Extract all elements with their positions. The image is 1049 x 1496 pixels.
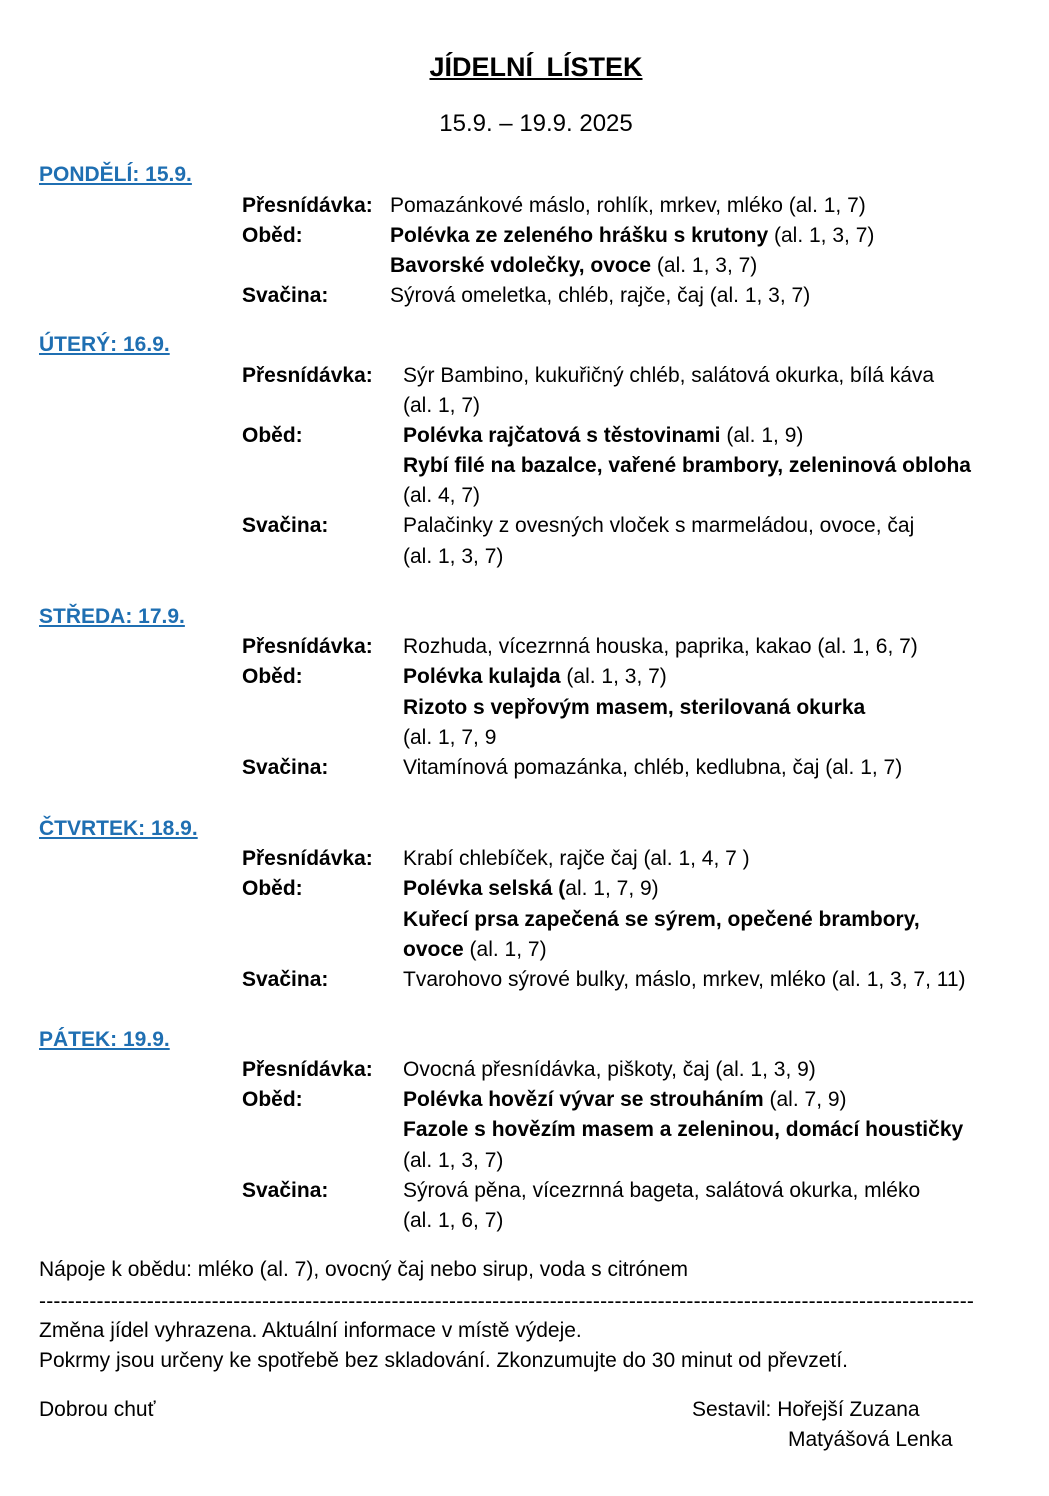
obed-soup [390, 223, 874, 249]
obed-soup [403, 876, 659, 902]
presnidavka-label: Přesnídávka: [242, 364, 373, 387]
soup-allergens: (al. 1, 3, 7) [560, 665, 667, 688]
day-heading-friday: PÁTEK: 19.9. [39, 1028, 170, 1051]
main-allergens: (al. 1, 7) [463, 938, 547, 961]
svacina-allergens: (al. 1, 3, 7) [403, 545, 504, 568]
soup-name: Polévka kulajda [403, 665, 561, 688]
main-name: Rizoto s vepřovým masem, sterilovaná okurka [403, 696, 866, 719]
presnidavka-text: Ovocná přesnídávka, piškoty, čaj (al. 1, 3, 9) [403, 1058, 816, 1081]
presnidavka-allergens: (al. 1, 7) [403, 394, 481, 417]
author-line-2: Matyášová Lenka [788, 1428, 953, 1451]
svacina-label: Svačina: [242, 1179, 329, 1202]
obed-label: Oběd: [242, 1088, 303, 1111]
day-heading-wednesday: STŘEDA: 17.9. [39, 605, 185, 628]
main-name: Bavorské vdolečky, ovoce [390, 254, 652, 277]
presnidavka-label: Přesnídávka: [242, 847, 373, 870]
day-heading-tuesday: ÚTERÝ: 16.9. [39, 333, 170, 356]
svacina-text: Sýrová pěna, vícezrnná bageta, salátová okurka, mléko [403, 1179, 921, 1202]
soup-name: Polévka ze zeleného hrášku s krutony [390, 224, 769, 247]
obed-main [390, 253, 757, 279]
separator-line: ---------------------------------------------------------------------------------------------------------------------------------- [39, 1290, 975, 1313]
presnidavka-text: Krabí chlebíček, rajče čaj (al. 1, 4, 7 ) [403, 847, 750, 870]
presnidavka-text: Rozhuda, vícezrnná houska, paprika, kakao (al. 1, 6, 7) [403, 635, 918, 658]
main-name-cont: ovoce [403, 938, 464, 961]
presnidavka-label: Přesnídávka: [242, 1058, 373, 1081]
soup-name: Polévka rajčatová s těstovinami [403, 424, 721, 447]
obed-label: Oběd: [242, 665, 303, 688]
svacina-text: Tvarohovo sýrové bulky, máslo, mrkev, mléko (al. 1, 3, 7, 11) [403, 968, 966, 991]
svacina-allergens: (al. 1, 6, 7) [403, 1209, 504, 1232]
main-allergens: (al. 1, 7, 9 [403, 726, 497, 749]
svacina-text: Vitamínová pomazánka, chléb, kedlubna, čaj (al. 1, 7) [403, 756, 903, 779]
main-name: Rybí filé na bazalce, vařené brambory, zeleninová obloha [403, 454, 971, 477]
soup-name: Polévka selská ( [403, 877, 566, 900]
page-title: JÍDELNÍ LÍSTEK [429, 52, 643, 82]
main-allergens: (al. 1, 3, 7) [403, 1149, 504, 1172]
soup-name: Polévka hovězí vývar se strouháním [403, 1088, 764, 1111]
obed-soup [403, 664, 667, 690]
obed-label: Oběd: [242, 877, 303, 900]
main-line-2 [403, 937, 547, 963]
soup-allergens: al. 1, 7, 9) [565, 877, 659, 900]
soup-allergens: (al. 7, 9) [763, 1088, 847, 1111]
main-name: Fazole s hovězím masem a zeleninou, domácí houstičky [403, 1118, 964, 1141]
presnidavka-text: Sýr Bambino, kukuřičný chléb, salátová okurka, bílá káva [403, 364, 935, 387]
change-note: Změna jídel vyhrazena. Aktuální informace v místě výdeje. [39, 1319, 582, 1342]
greeting: Dobrou chuť [39, 1398, 156, 1421]
svacina-label: Svačina: [242, 968, 329, 991]
presnidavka-text: Pomazánkové máslo, rohlík, mrkev, mléko (al. 1, 7) [390, 194, 866, 217]
obed-label: Oběd: [242, 224, 303, 247]
obed-soup [403, 1087, 847, 1113]
author-line-1: Sestavil: Hořejší Zuzana [692, 1398, 920, 1421]
svacina-label: Svačina: [242, 284, 329, 307]
obed-label: Oběd: [242, 424, 303, 447]
presnidavka-label: Přesnídávka: [242, 635, 373, 658]
date-range: 15.9. – 19.9. 2025 [439, 110, 633, 137]
obed-soup [403, 423, 803, 449]
svacina-label: Svačina: [242, 756, 329, 779]
svacina-text: Sýrová omeletka, chléb, rajče, čaj (al. 1, 3, 7) [390, 284, 811, 307]
soup-allergens: (al. 1, 9) [720, 424, 804, 447]
drinks-note: Nápoje k obědu: mléko (al. 7), ovocný čaj nebo sirup, voda s citrónem [39, 1258, 689, 1281]
day-heading-monday: PONDĚLÍ: 15.9. [39, 163, 192, 186]
consumption-note: Pokrmy jsou určeny ke spotřebě bez skladování. Zkonzumujte do 30 minut od převzetí. [39, 1349, 848, 1372]
presnidavka-label: Přesnídávka: [242, 194, 373, 217]
day-heading-thursday: ČTVRTEK: 18.9. [39, 817, 198, 840]
svacina-label: Svačina: [242, 514, 329, 537]
svacina-text: Palačinky z ovesných vloček s marmeládou, ovoce, čaj [403, 514, 915, 537]
soup-allergens: (al. 1, 3, 7) [768, 224, 875, 247]
main-allergens: (al. 4, 7) [403, 484, 481, 507]
main-name: Kuřecí prsa zapečená se sýrem, opečené brambory, [403, 908, 920, 931]
main-allergens: (al. 1, 3, 7) [651, 254, 758, 277]
